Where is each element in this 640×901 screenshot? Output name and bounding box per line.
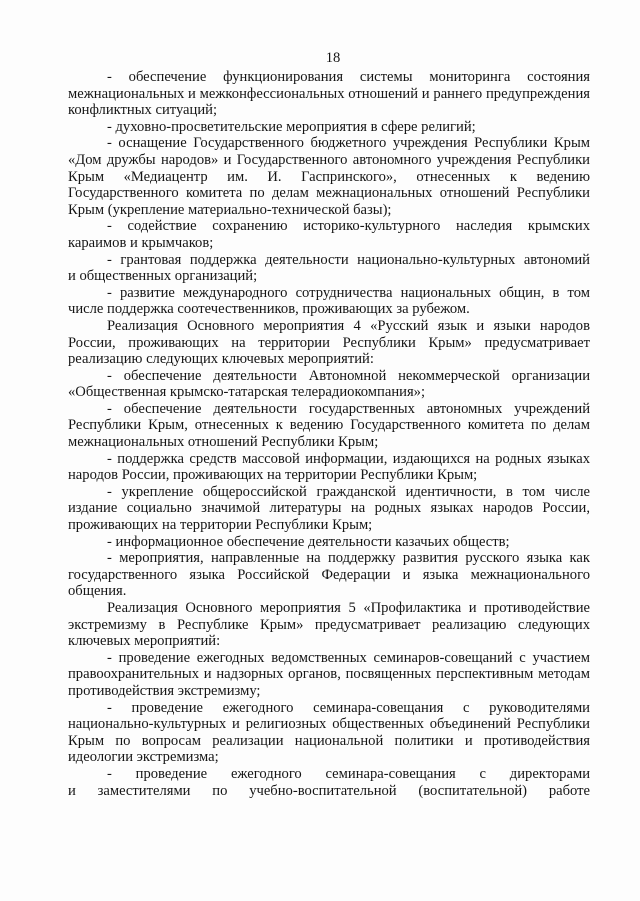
text-line: - грантовая поддержка деятельности национально-культурных автономий <box>107 251 590 268</box>
text-line: Реализация Основного мероприятия 4 «Русский язык и языки народов <box>107 317 590 334</box>
list-item <box>68 550 590 600</box>
list-item <box>68 451 590 484</box>
list-item <box>68 218 590 251</box>
list-item <box>68 135 590 218</box>
list-item <box>68 119 590 136</box>
text-line: Крым «Медиацентр им. И. Гаспринского», отнесенных к ведению <box>68 168 590 185</box>
text-line: - проведение ежегодного семинара-совещания с руководителями <box>107 699 590 716</box>
text-line: Реализация Основного мероприятия 5 «Профилактика и противодействие <box>107 600 590 616</box>
text-line: - обеспечение деятельности государственных автономных учреждений <box>107 400 590 417</box>
text-line: издание социально значимой литературы на родных языках народов России, <box>68 500 590 517</box>
text-line: реализацию следующих ключевых мероприятий: <box>68 351 374 368</box>
paragraph <box>68 600 590 650</box>
text-line: Крым по вопросам реализации национальной политики и противодействия <box>68 732 590 749</box>
text-line: числе поддержка соотечественников, проживающих за рубежом. <box>68 301 470 318</box>
text-line: межнациональных отношений Республики Крым; <box>68 434 379 451</box>
text-line: Государственного комитета по делам межнациональных отношений Республики <box>68 185 590 202</box>
list-item <box>68 534 590 551</box>
text-line: - мероприятия, направленные на поддержку развития русского языка как <box>107 550 590 567</box>
text-line: идеологии экстремизма; <box>68 749 219 766</box>
paragraph <box>68 318 590 368</box>
list-item <box>68 766 590 799</box>
text-line: - духовно-просветительские мероприятия в сфере религий; <box>107 118 476 135</box>
text-line: Республики Крым, отнесенных к ведению Государственного комитета по делам <box>68 417 590 434</box>
text-line: - поддержка средств массовой информации, издающихся на родных языках <box>107 450 590 467</box>
text-line: - оснащение Государственного бюджетного учреждения Республики Крым <box>107 135 590 152</box>
list-item <box>68 285 590 318</box>
document-body <box>68 69 590 799</box>
list-item <box>68 69 590 119</box>
text-line: национально-культурных и религиозных общественных объединений Республики <box>68 716 590 733</box>
list-item <box>68 401 590 451</box>
text-line: государственного языка Российской Федерации и языка межнационального <box>68 566 590 583</box>
text-line: «Дом дружбы народов» и Государственного автономного учреждения Республики <box>68 151 590 168</box>
text-line: и общественных организаций; <box>68 268 258 285</box>
text-line: - обеспечение деятельности Автономной некоммерческой организации <box>107 367 590 384</box>
text-line: межнациональных и межконфессиональных отношений и раннего предупреждения <box>68 85 590 102</box>
text-line: противодействия экстремизму; <box>68 682 261 699</box>
text-line: Крым (укрепление материально-технической базы); <box>68 201 392 218</box>
text-line: конфликтных ситуаций; <box>68 102 218 119</box>
list-item <box>68 700 590 766</box>
text-line: общения. <box>68 583 127 600</box>
text-line: - информационное обеспечение деятельности казачьих обществ; <box>107 533 510 550</box>
text-line: - обеспечение функционирования системы мониторинга состояния <box>107 69 590 85</box>
text-line: проживающих на территории Республики Крым; <box>68 517 373 534</box>
text-line: правоохранительных и надзорных органов, посвященных перспективным методам <box>68 666 590 683</box>
text-line: ключевых мероприятий: <box>68 633 221 650</box>
list-item <box>68 368 590 401</box>
text-line: - содействие сохранению историко-культурного наследия крымских <box>107 218 590 235</box>
text-line: - проведение ежегодных ведомственных семинаров-совещаний с участием <box>107 649 590 666</box>
text-line: России, проживающих на территории Республики Крым» предусматривает <box>68 334 590 351</box>
text-line: «Общественная крымско-татарская телерадиокомпания»; <box>68 384 426 401</box>
list-item <box>68 252 590 285</box>
list-item <box>68 484 590 534</box>
text-line: - укрепление общероссийской гражданской идентичности, в том числе <box>107 483 590 500</box>
text-line: караимов и крымчаков; <box>68 234 214 251</box>
list-item <box>68 650 590 700</box>
text-line: - проведение ежегодного семинара-совещания с директорами <box>107 765 590 782</box>
text-line: и заместителями по учебно-воспитательной (воспитательной) работе <box>68 782 590 799</box>
text-line: народов России, проживающих на территории Республики Крым; <box>68 467 478 484</box>
text-line: - развитие международного сотрудничества национальных общин, в том <box>107 284 590 301</box>
page-number: 18 <box>325 50 341 66</box>
text-line: экстремизму в Республике Крым» предусматривает реализацию следующих <box>68 616 590 633</box>
